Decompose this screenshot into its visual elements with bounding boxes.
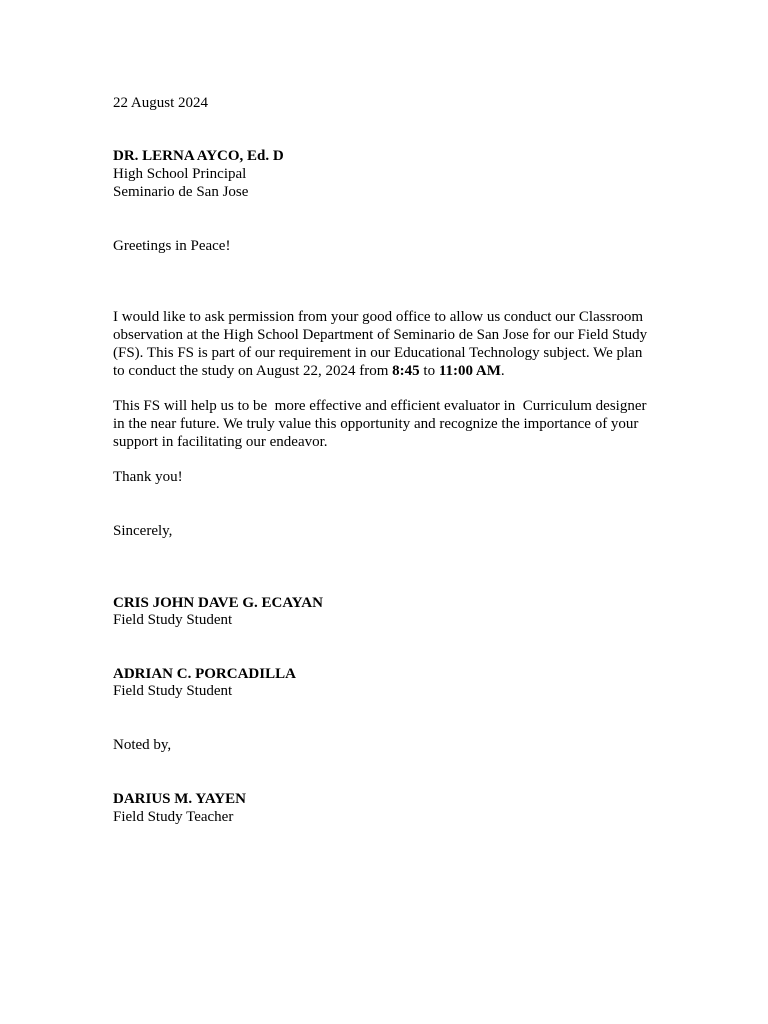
body-paragraph-1 (113, 308, 658, 380)
signatory-1-name: CRIS JOHN DAVE G. ECAYAN (113, 595, 323, 611)
recipient-institution: Seminario de San Jose (113, 184, 249, 200)
noted-by-label: Noted by, (113, 737, 172, 753)
signatory-2-role: Field Study Student (113, 683, 233, 699)
signatory-1-role: Field Study Student (113, 612, 233, 628)
paragraph-2-line-2: in the near future. We truly value this opportunity and recognize the importance of your (113, 416, 639, 432)
noted-by-role: Field Study Teacher (113, 809, 234, 825)
paragraph-2-line-3: support in facilitating our endeavor. (113, 434, 328, 450)
greeting: Greetings in Peace! (113, 238, 231, 254)
line-4-prefix: to conduct the study on August 22, 2024 from (113, 363, 393, 379)
time-start: 8:45 (392, 363, 420, 379)
signatory-2-name: ADRIAN C. PORCADILLA (113, 666, 296, 682)
recipient-name: DR. LERNA AYCO, Ed. D (113, 148, 284, 164)
paragraph-1-line-3: (FS). This FS is part of our requirement in our Educational Technology subject. We plan (113, 345, 643, 361)
line-4-mid: to (419, 363, 439, 379)
noted-by-name: DARIUS M. YAYEN (113, 791, 246, 807)
paragraph-1-line-1: I would like to ask permission from your good office to allow us conduct our Classroom (113, 309, 644, 325)
paragraph-1-line-4 (113, 362, 658, 380)
closing-line: Sincerely, (113, 523, 173, 539)
letter-date: 22 August 2024 (113, 95, 209, 111)
line-4-suffix: . (500, 363, 505, 379)
body-paragraph-2 (113, 397, 658, 451)
paragraph-2-line-1: This FS will help us to be more effective and efficient evaluator in Curriculum designer (113, 398, 647, 414)
time-end: 11:00 AM (438, 363, 501, 379)
thanks-line: Thank you! (113, 469, 183, 485)
paragraph-1-line-2: observation at the High School Department of Seminario de San Jose for our Field Study (113, 327, 648, 343)
recipient-title: High School Principal (113, 166, 247, 182)
